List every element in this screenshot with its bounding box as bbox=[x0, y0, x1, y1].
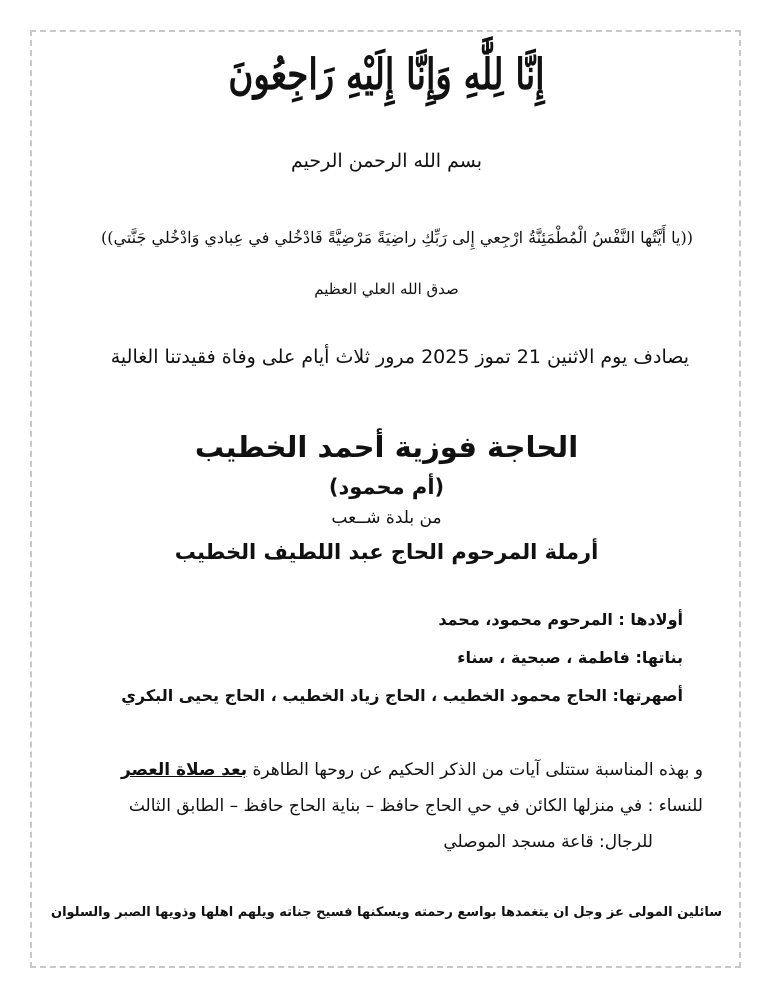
quran-verse: ((يا أَيَّتُها النَّفْسُ الْمُطْمَئِنَّةُ ارْجِعي إِلى رَبِّكِ راضِيَةً مَرْضِيَّةً فَادْخُلي في عِبادي وَادْخُلي جَنَّتي)) bbox=[101, 228, 693, 247]
sons-in-law-line: أصهرتها: الحاج محمود الخطيب ، الحاج زياد الخطيب ، الحاج يحيى البكري bbox=[121, 686, 683, 705]
sadaqa-line: صدق الله العلي العظيم bbox=[314, 280, 459, 298]
deceased-name: الحاجة فوزية أحمد الخطيب bbox=[194, 430, 579, 464]
daughters-line: بناتها: فاطمة ، صبحية ، سناء bbox=[457, 648, 683, 667]
basmala: بسم الله الرحمن الرحيم bbox=[291, 150, 482, 172]
ceremony-intro: و بهذه المناسبة ستتلى آيات من الذكر الحكيم عن روحها الطاهرة bbox=[252, 760, 703, 780]
calligraphy-logo: إِنَّا لِلَّٰهِ وَإِنَّا إِلَيْهِ رَاجِعُونَ bbox=[228, 50, 545, 100]
deceased-nickname: (أم محمود) bbox=[328, 475, 445, 499]
announcement-text: يصادف يوم الاثنين 21 تموز 2025 مرور ثلاث أيام على وفاة فقيدتنا الغالية bbox=[110, 346, 689, 368]
deceased-village: من بلدة شــعب bbox=[331, 508, 442, 528]
ceremony-time: بعد صلاة العصر bbox=[120, 760, 248, 780]
ceremony-intro-line bbox=[53, 760, 703, 780]
widow-of-line: أرملة المرحوم الحاج عبد اللطيف الخطيب bbox=[174, 540, 599, 564]
men-venue: للرجال: قاعة مسجد الموصلي bbox=[443, 832, 653, 852]
sons-line: أولادها : المرحوم محمود، محمد bbox=[438, 610, 683, 629]
women-venue: للنساء : في منزلها الكائن في حي الحاج حافظ – بناية الحاج حافظ – الطابق الثالث bbox=[128, 796, 703, 816]
closing-prayer: سائلين المولى عز وجل ان يتغمدها بواسع رحمته ويسكنها فسيح جناته ويلهم اهلها وذويها الصبر والسلوان bbox=[50, 905, 723, 920]
